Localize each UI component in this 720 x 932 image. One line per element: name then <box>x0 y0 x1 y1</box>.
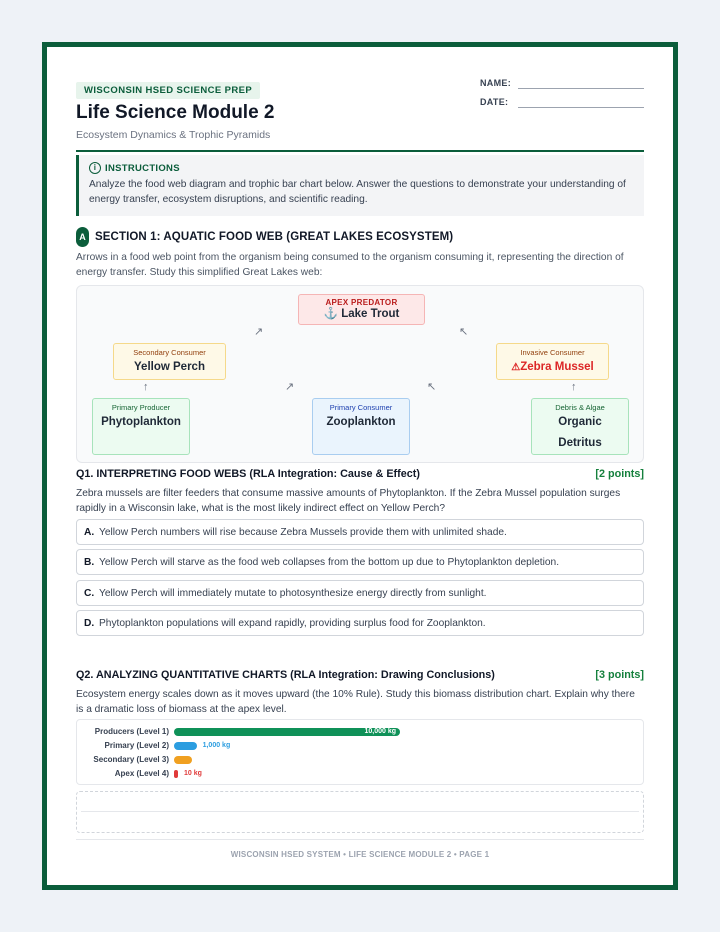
bar <box>174 742 197 750</box>
bar-value-label: 10 kg <box>184 770 202 777</box>
section-1-heading <box>76 227 453 247</box>
choice-text: Yellow Perch will starve as the food web collapses from the bottom up due to Phytoplankton depletion. <box>99 556 560 568</box>
choice-letter: C. <box>84 587 95 599</box>
q1-points: [2 points] <box>595 468 644 480</box>
node-name: Yellow Perch <box>134 361 205 373</box>
section-description: Arrows in a food web point from the organism being consumed to the organism consuming it, representing the direction of energy transfer. Study this simplified Great Lakes web: <box>76 252 624 278</box>
node-zooplankton <box>312 398 410 455</box>
choice-c[interactable] <box>76 580 644 606</box>
choice-text: Yellow Perch numbers will rise because Zebra Mussels provide them with unlimited shade. <box>99 526 507 538</box>
biomass-bar-chart <box>76 719 644 785</box>
q2-text: Ecosystem energy scales down as it moves upward (the 10% Rule). Study this biomass distribution chart. Explain why there is a dramatic loss of biomass at the apex level. <box>76 689 635 715</box>
date-field[interactable] <box>480 97 508 107</box>
instructions-text: Analyze the food web diagram and trophic bar chart below. Answer the questions to demonstrate your understanding of energy transfer, ecosystem disruptions, and scientific reading. <box>89 179 626 205</box>
worksheet-content <box>76 47 644 859</box>
choice-letter: B. <box>84 556 95 568</box>
worksheet-frame <box>42 42 678 890</box>
date-line[interactable] <box>518 107 644 108</box>
q1-title: Q1. INTERPRETING FOOD WEBS (RLA Integration: Cause & Effect) <box>76 468 420 480</box>
instructions-box <box>76 155 644 216</box>
choice-text: Yellow Perch will immediately mutate to photosynthesize energy directly from sunlight. <box>99 587 487 599</box>
answer-line <box>81 811 639 812</box>
bar-category-label: Producers (Level 1) <box>94 727 169 736</box>
bar-value-label: 1,000 kg <box>202 742 231 749</box>
header <box>76 47 644 152</box>
instructions-title: INSTRUCTIONS <box>105 162 180 174</box>
choice-b[interactable] <box>76 549 644 575</box>
name-label: NAME: <box>480 78 511 88</box>
q2-heading <box>76 669 644 681</box>
bar-category-label: Secondary (Level 3) <box>93 755 169 764</box>
section-title: SECTION 1: AQUATIC FOOD WEB (GREAT LAKES ECOSYSTEM) <box>95 231 454 243</box>
arrow-zoo-to-perch: ↗ <box>285 381 295 393</box>
name-field[interactable] <box>480 78 511 88</box>
bar <box>174 770 178 778</box>
bar-row <box>77 740 645 752</box>
node-lake-trout <box>298 294 425 325</box>
node-name: Organic Detritus <box>558 416 602 449</box>
node-name-text: Zebra Mussel <box>520 361 594 373</box>
node-name: Phytoplankton <box>101 416 181 428</box>
warning-icon: ⚠ <box>511 362 521 373</box>
node-role: Secondary Consumer <box>133 348 206 357</box>
instructions-heading <box>89 162 634 174</box>
node-name: Zooplankton <box>326 416 396 428</box>
node-organic-detritus <box>531 398 629 455</box>
bar-row <box>77 768 645 780</box>
info-icon: i <box>89 162 101 174</box>
choice-letter: D. <box>84 617 95 629</box>
anchor-icon: ⚓ <box>323 308 338 320</box>
page-title: Life Science Module 2 <box>76 102 275 123</box>
bar-row <box>77 754 645 766</box>
choice-d[interactable] <box>76 610 644 636</box>
bar-category-label: Primary (Level 2) <box>104 741 169 750</box>
page-footer: WISCONSIN HSED SYSTEM • LIFE SCIENCE MODULE 2 • PAGE 1 <box>76 839 644 859</box>
arrow-phyto-to-perch: ↑ <box>143 381 149 393</box>
arrow-zoo-to-zebra: ↖ <box>427 381 437 393</box>
node-zebra-mussel <box>496 343 609 380</box>
date-label: DATE: <box>480 97 509 107</box>
bar <box>174 756 192 764</box>
page-subtitle: Ecosystem Dynamics & Trophic Pyramids <box>76 129 271 141</box>
node-name-text: Lake Trout <box>341 308 400 320</box>
q1-heading <box>76 468 644 480</box>
bar-value-label: 10,000 kg <box>364 728 396 735</box>
node-name <box>497 357 608 378</box>
section-badge: A <box>76 227 89 247</box>
node-name <box>299 307 424 321</box>
node-role: Invasive Consumer <box>520 348 585 357</box>
q2-title: Q2. ANALYZING QUANTITATIVE CHARTS (RLA Integration: Drawing Conclusions) <box>76 669 495 681</box>
choice-a[interactable] <box>76 519 644 545</box>
node-role: Primary Consumer <box>329 403 393 412</box>
bar-row <box>77 726 645 738</box>
arrow-detritus-to-zebra: ↑ <box>571 381 577 393</box>
name-line[interactable] <box>518 88 644 89</box>
node-role: Debris & Algae <box>555 403 605 412</box>
food-web-diagram <box>76 285 644 463</box>
q2-points: [3 points] <box>595 669 644 681</box>
node-role: Primary Producer <box>111 403 171 412</box>
answer-box[interactable] <box>76 791 644 833</box>
node-role: APEX PREDATOR <box>325 298 398 307</box>
choice-letter: A. <box>84 526 95 538</box>
node-yellow-perch <box>113 343 226 380</box>
node-phytoplankton <box>92 398 190 455</box>
arrow-perch-to-trout: ↗ <box>254 326 264 338</box>
bar-category-label: Apex (Level 4) <box>114 769 169 778</box>
course-tag: WISCONSIN HSED SCIENCE PREP <box>76 82 260 99</box>
arrow-zebra-to-trout: ↖ <box>459 326 469 338</box>
choice-text: Phytoplankton populations will expand rapidly, providing surplus food for Zooplankton. <box>99 617 486 629</box>
q1-text: Zebra mussels are filter feeders that consume massive amounts of Phytoplankton. If the Zebra Mussel population surges rapidly in a Wisconsin lake, what is the most likely indirect effect on Yellow Perch? <box>76 488 621 514</box>
